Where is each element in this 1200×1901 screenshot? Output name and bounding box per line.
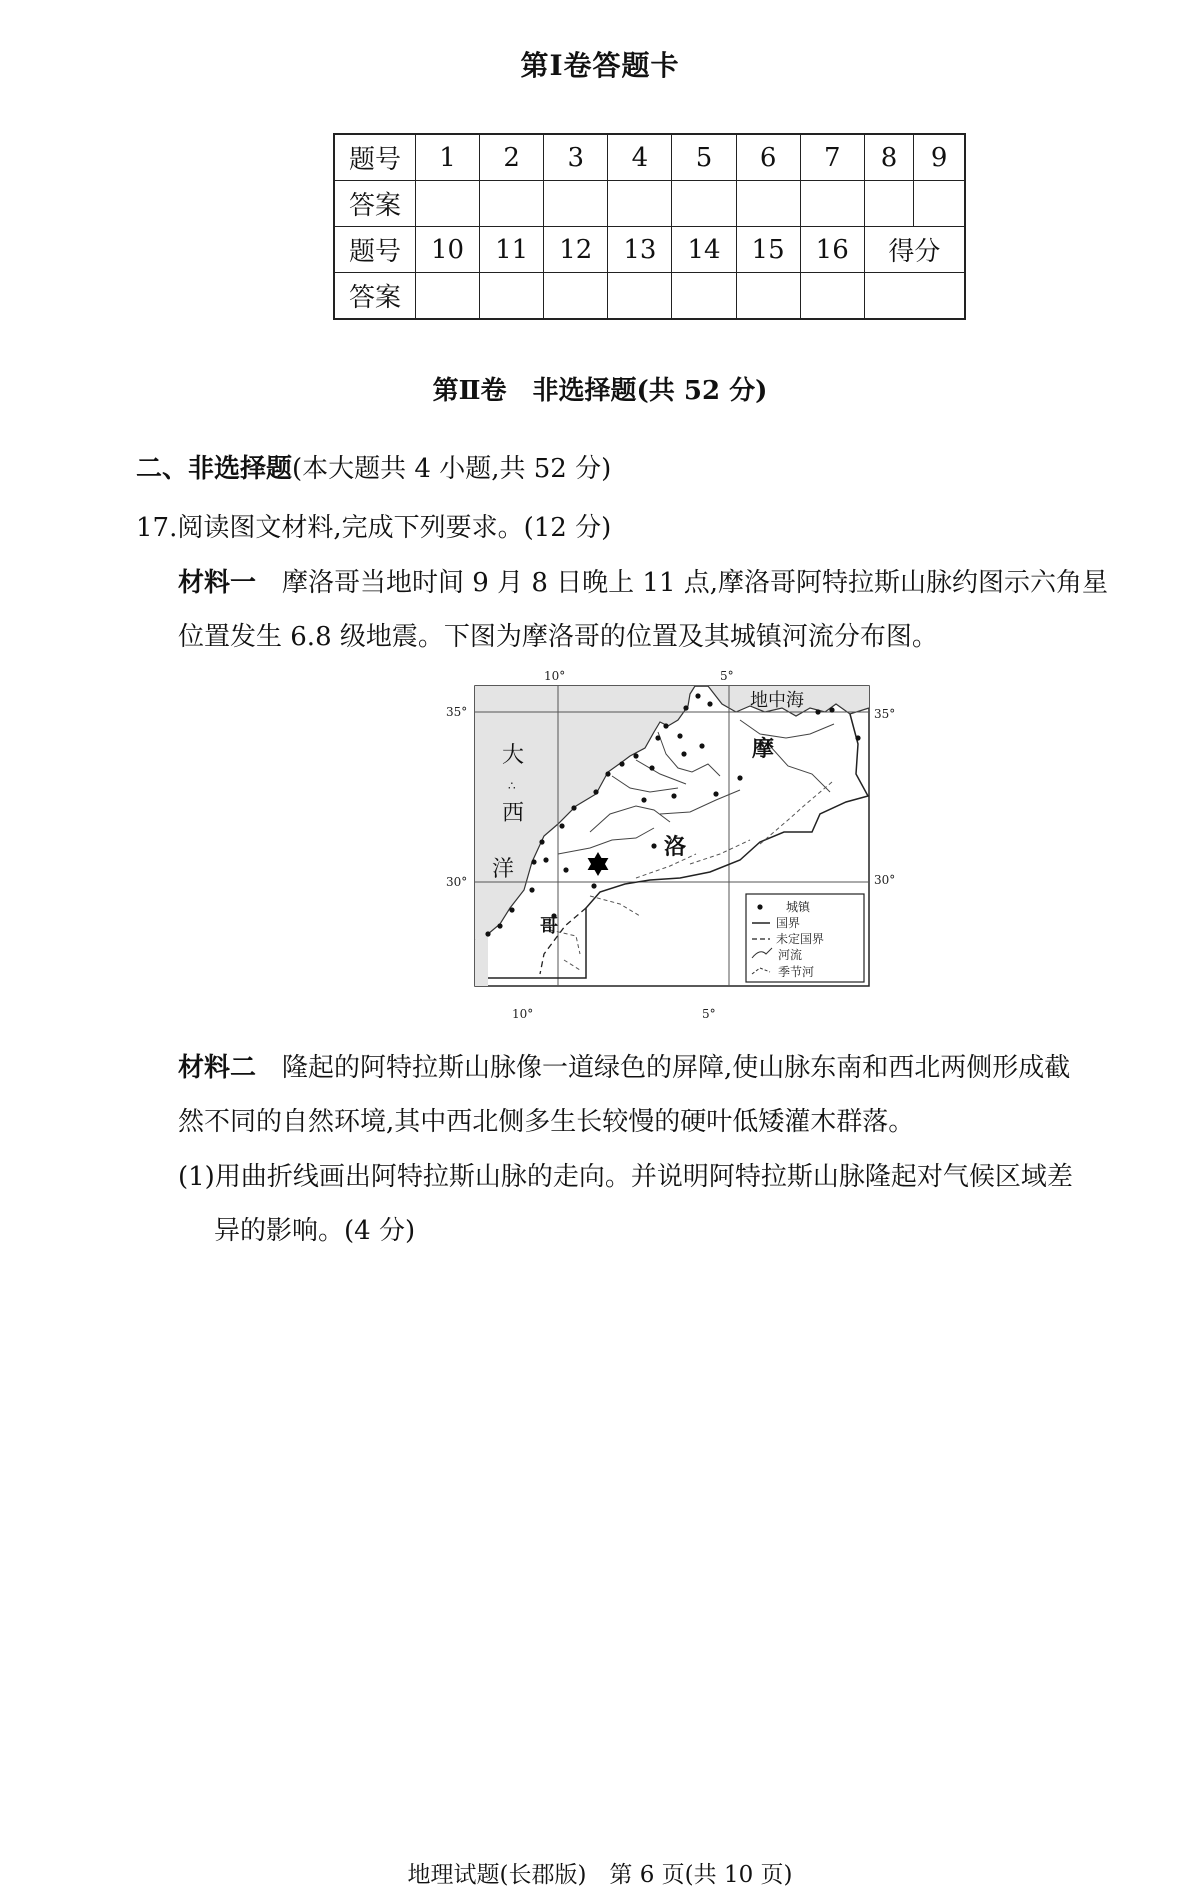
answer-cell[interactable] [864, 181, 914, 227]
country-char-1: 摩 [752, 736, 775, 762]
answer-card-table [333, 133, 966, 320]
lat-30-right: 30° [874, 873, 896, 887]
morocco-map [440, 664, 925, 1024]
lon-top-right: 5° [720, 669, 734, 683]
answer-cell[interactable] [800, 273, 864, 320]
score-label: 得分 [864, 227, 965, 273]
answer-cell[interactable] [672, 181, 736, 227]
page-footer: 地理试题(长郡版) 第 6 页(共 10 页) [407, 1862, 793, 1888]
question-number: 6 [736, 134, 800, 181]
question-number: 7 [800, 134, 864, 181]
mediterranean-label: 地中海 [750, 690, 804, 711]
answer-cell[interactable] [672, 273, 736, 320]
table-row [334, 134, 965, 181]
part-heading-bold: 二、非选择题 [136, 454, 293, 484]
legend-disputed-border: 未定国界 [776, 932, 825, 946]
question-number: 16 [800, 227, 864, 273]
answer-cell[interactable] [480, 273, 544, 320]
material-one-line2: 位置发生 6.8 级地震。下图为摩洛哥的位置及其城镇河流分布图。 [178, 622, 938, 652]
question-number: 8 [864, 134, 914, 181]
lat-35-right: 35° [874, 707, 896, 721]
row-label: 题号 [334, 227, 416, 273]
answer-cell[interactable] [608, 181, 672, 227]
sub-question-1-line1: (1)用曲折线画出阿特拉斯山脉的走向。并说明阿特拉斯山脉隆起对气候区域差 [178, 1162, 1073, 1192]
country-char-2: 洛 [664, 834, 687, 860]
answer-cell[interactable] [544, 181, 608, 227]
material-two-label: 材料二 [178, 1053, 257, 1083]
lon-top-left: 10° [544, 669, 566, 683]
table-row [334, 227, 965, 273]
answer-cell[interactable] [736, 273, 800, 320]
ocean-char-2: 西 [502, 801, 525, 826]
answer-cell[interactable] [544, 273, 608, 320]
question-number: 2 [480, 134, 544, 181]
lat-30-left: 30° [446, 875, 468, 889]
row-label: 答案 [334, 181, 416, 227]
question-number: 9 [914, 134, 965, 181]
question-number: 5 [672, 134, 736, 181]
score-cell[interactable] [864, 273, 965, 320]
question-number: 1 [416, 134, 480, 181]
answer-cell[interactable] [416, 181, 480, 227]
part-heading-rest: (本大题共 4 小题,共 52 分) [292, 454, 612, 484]
row-label: 答案 [334, 273, 416, 320]
question-number: 13 [608, 227, 672, 273]
answer-cell[interactable] [800, 181, 864, 227]
table-row [334, 273, 965, 320]
material-two-text: 隆起的阿特拉斯山脉像一道绿色的屏障,使山脉东南和西北两侧形成截 [256, 1053, 1071, 1083]
question-number: 10 [416, 227, 480, 273]
answer-cell[interactable] [608, 273, 672, 320]
lat-35-left: 35° [446, 705, 468, 719]
answer-cell[interactable] [416, 273, 480, 320]
legend-town: 城镇 [786, 900, 811, 914]
table-row [334, 181, 965, 227]
lon-bottom-right: 5° [702, 1007, 716, 1021]
question-number: 12 [544, 227, 608, 273]
material-two-line1 [178, 1047, 1070, 1084]
legend-seasonal-river: 季节河 [778, 965, 815, 979]
question-number: 15 [736, 227, 800, 273]
question-stem: 17.阅读图文材料,完成下列要求。(12 分) [136, 513, 612, 543]
sub-question-1-line2: 异的影响。(4 分) [214, 1216, 416, 1246]
question-number: 3 [544, 134, 608, 181]
lon-bottom-left: 10° [512, 1007, 534, 1021]
question-number: 14 [672, 227, 736, 273]
answer-cell[interactable] [914, 181, 965, 227]
answer-cell[interactable] [480, 181, 544, 227]
part-heading [136, 448, 611, 485]
legend-border: 国界 [776, 916, 801, 930]
row-label: 题号 [334, 134, 416, 181]
answer-card-title: 第Ⅰ卷答题卡 [520, 49, 680, 82]
answer-cell[interactable] [736, 181, 800, 227]
section-title: 第Ⅱ卷 非选择题(共 52 分) [432, 376, 768, 406]
question-number: 4 [608, 134, 672, 181]
material-one-text: 摩洛哥当地时间 9 月 8 日晚上 11 点,摩洛哥阿特拉斯山脉约图示六角星 [256, 568, 1109, 598]
material-one-label: 材料一 [178, 568, 257, 598]
material-one-line1 [178, 562, 1108, 599]
legend-river: 河流 [778, 948, 803, 962]
country-char-3: 哥 [540, 916, 558, 937]
ocean-char-1: 大 [502, 743, 525, 768]
answer-area[interactable] [178, 1262, 1168, 1822]
ocean-char-3: 洋 [492, 857, 515, 882]
ocean-dots: ∴ [508, 779, 516, 793]
question-number: 11 [480, 227, 544, 273]
material-two-line2: 然不同的自然环境,其中西北侧多生长较慢的硬叶低矮灌木群落。 [178, 1107, 915, 1137]
